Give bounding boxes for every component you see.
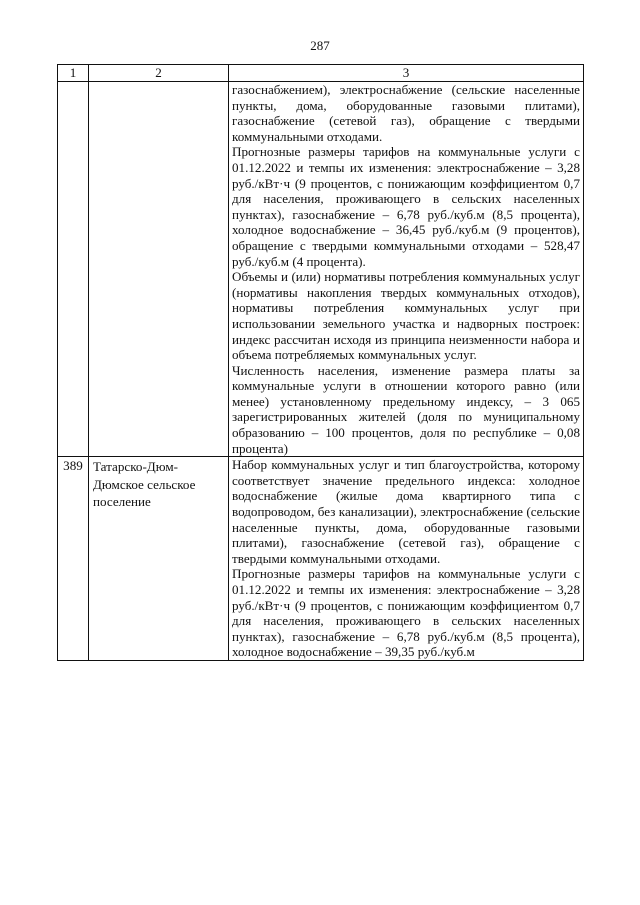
paragraph: Численность населения, изменение размера платы за коммунальные услуги в отношении которого равно (или менее) установленному предельному индексу, – 3 065 зарегистрированных жителей (доля по муниципальному образованию – 100 процентов, доля по республике – 0,08 процента) xyxy=(232,362,580,456)
paragraph: Объемы и (или) нормативы потребления коммунальных услуг (нормативы накопления твердых коммунальных отходов), нормативы потребления коммунальных услуг при использовании земельного участка и надворных построек: индекс рассчитан исходя из принципа неизменности набора и объема потребляемых коммунальных услуг. xyxy=(232,269,580,363)
column-header: 3 xyxy=(229,65,584,82)
paragraph: газоснабжением), электроснабжение (сельские населенные пункты, дома, оборудованные газовыми плитами), газоснабжение (сетевой газ), обращение с твердыми коммунальными отходами. xyxy=(232,82,580,144)
table-header-row xyxy=(58,65,584,82)
settlement-name xyxy=(89,82,229,457)
paragraph: Прогнозные размеры тарифов на коммунальные услуги с 01.12.2022 и темпы их изменения: электроснабжение – 3,28 руб./кВт·ч (9 процентов, с понижающим коэффициентом 0,7 для населения, проживающего в сельских населенных пунктах), газоснабжение – 6,78 руб./куб.м (8,5 процента), холодное водоснабжение – 39,35 руб./куб.м xyxy=(232,566,580,660)
row-description xyxy=(229,82,584,457)
column-header: 1 xyxy=(58,65,89,82)
paragraph: Прогнозные размеры тарифов на коммунальные услуги с 01.12.2022 и темпы их изменения: электроснабжение – 3,28 руб./кВт·ч (9 процентов, с понижающим коэффициентом 0,7 для населения, проживающего в сельских населенных пунктах), газоснабжение – 6,78 руб./куб.м (8,5 процента), холодное водоснабжение – 36,45 руб./куб.м (9 процентов), обращение с твердыми коммунальными отходами – 528,47 руб./куб.м (4 процента). xyxy=(232,144,580,269)
table-row xyxy=(58,457,584,661)
row-number xyxy=(58,82,89,457)
row-number: 389 xyxy=(58,457,89,661)
page-number: 287 xyxy=(310,38,330,53)
paragraph: Набор коммунальных услуг и тип благоустройства, которому соответствует значение предельного индекса: холодное водоснабжение (жилые дома квартирного типа с водопроводом, без канализации), электроснабжение (сельские населенные пункты, дома, оборудованные газовыми плитами), газоснабжение (сетевой газ), обращение с твердыми коммунальными отходами. xyxy=(232,457,580,566)
row-description xyxy=(229,457,584,661)
column-header: 2 xyxy=(89,65,229,82)
settlement-name: Татарско-Дюм-Дюмское сельское поселение xyxy=(89,457,229,661)
document-table xyxy=(57,64,584,661)
table-row xyxy=(58,82,584,457)
